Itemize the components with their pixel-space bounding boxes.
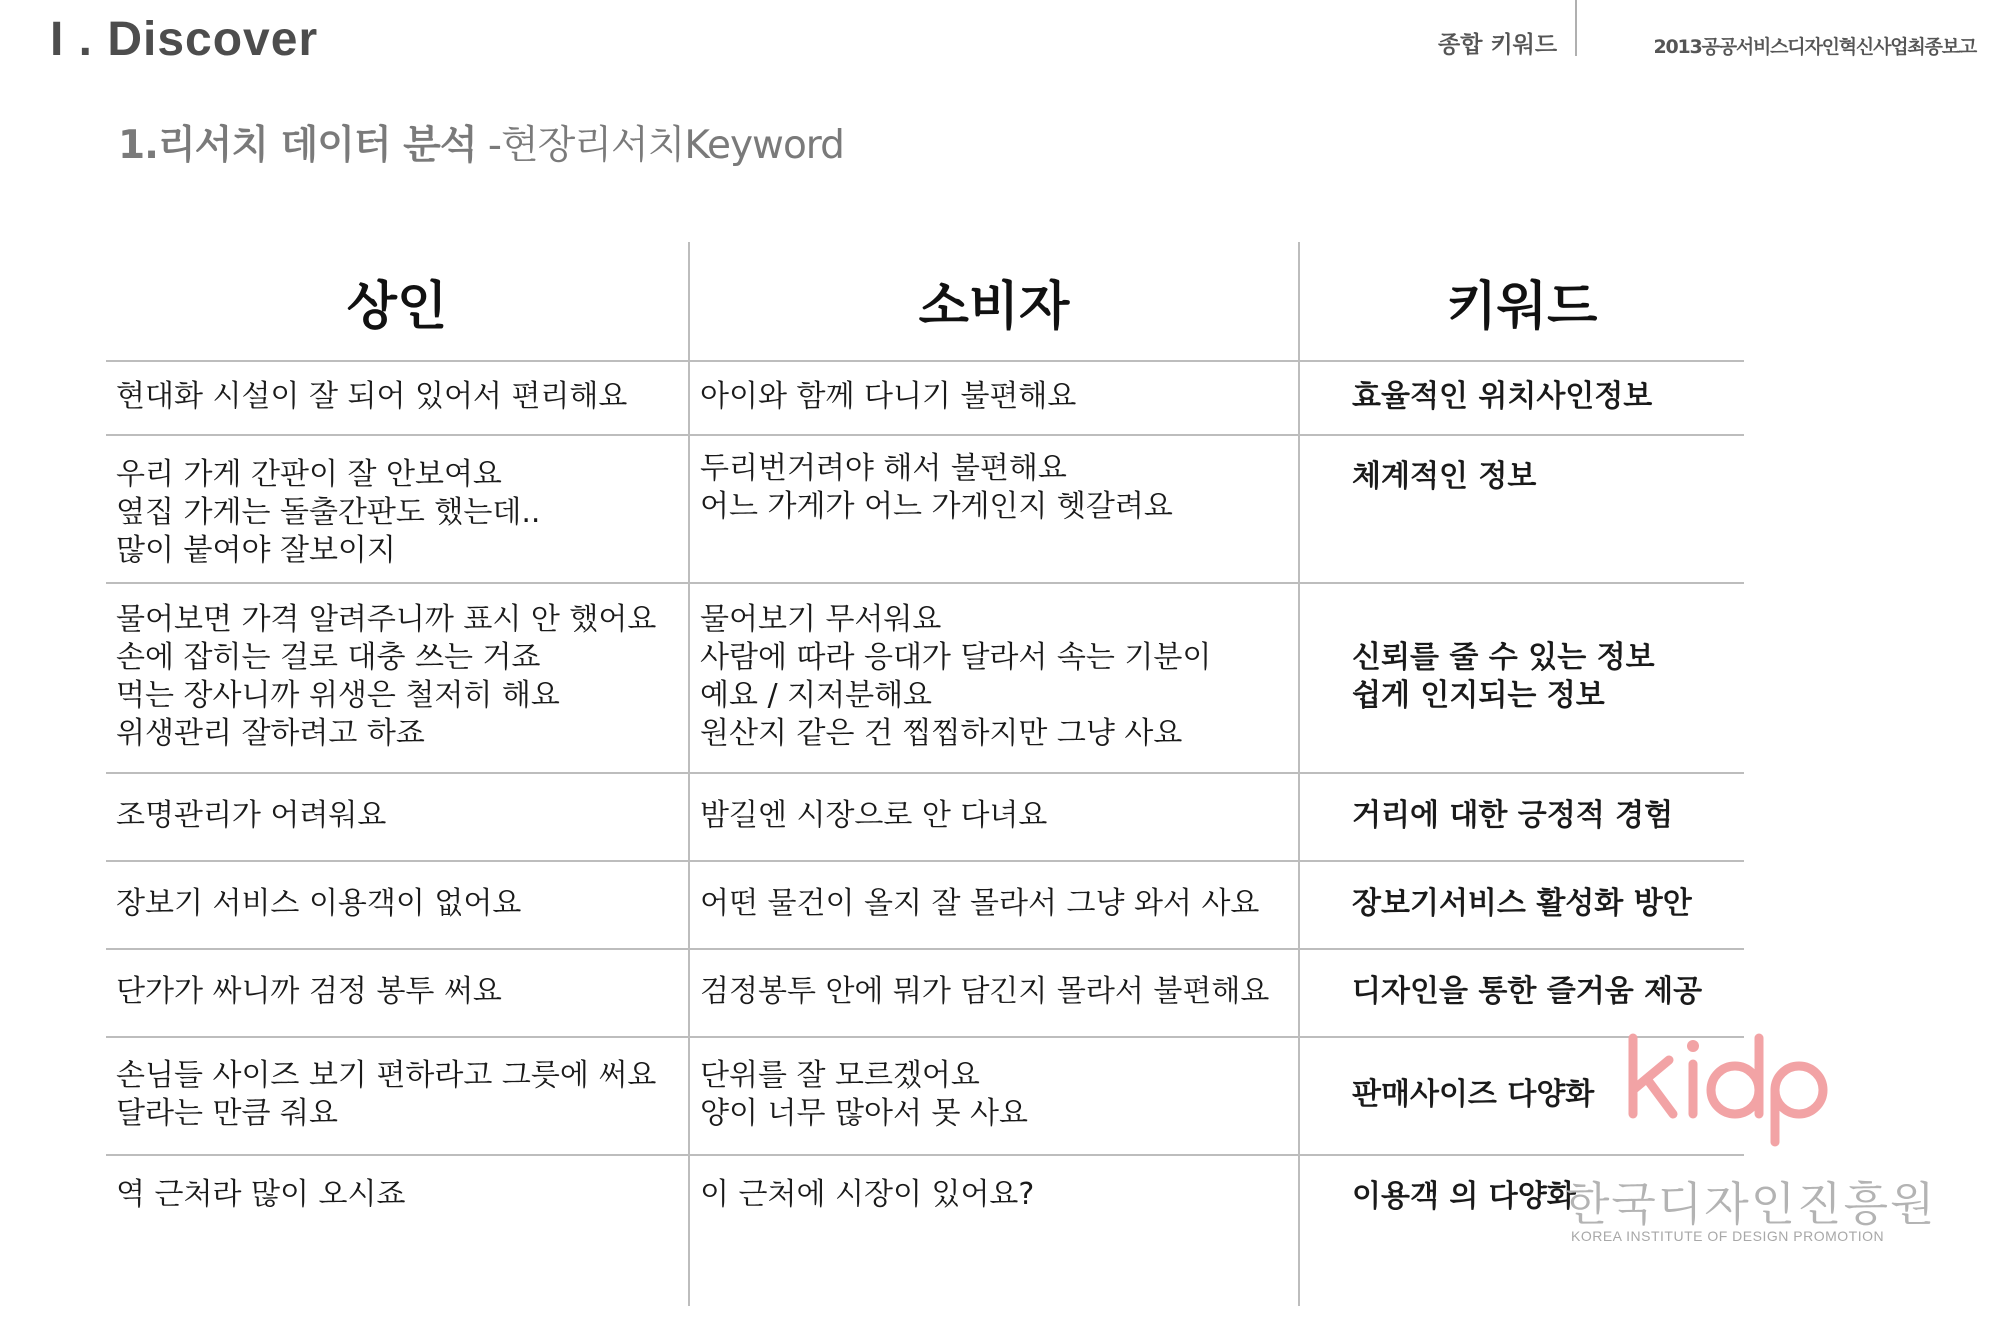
header-divider (1575, 0, 1577, 56)
keyword-cell: 디자인을 통한 즐거움 제공 (1299, 949, 1744, 1037)
section-title: I . Discover (50, 13, 319, 66)
kidp-logo-mark (1623, 1030, 1843, 1160)
merchant-cell: 우리 가게 간판이 잘 안보여요 옆집 가게는 돌출간판도 했는데.. 많이 붙여야 잘보이지 (106, 435, 689, 583)
consumer-cell: 물어보기 무서워요 사람에 따라 응대가 달라서 속는 기분이 예요 / 지저분해요 원산지 같은 건 찝찝하지만 그냥 사요 (689, 583, 1299, 773)
keyword-cell: 장보기서비스 활성화 방안 (1299, 861, 1744, 949)
merchant-cell: 손님들 사이즈 보기 편하라고 그릇에 써요 달라는 만큼 줘요 (106, 1037, 689, 1155)
keyword-cell: 거리에 대한 긍정적 경험 (1299, 773, 1744, 861)
table-row (106, 361, 1744, 435)
table-row (106, 583, 1744, 773)
keyword-table (106, 242, 1744, 1306)
table-header-row (106, 242, 1744, 361)
merchant-cell: 장보기 서비스 이용객이 없어요 (106, 861, 689, 949)
consumer-cell: 밤길엔 시장으로 안 다녀요 (689, 773, 1299, 861)
consumer-cell: 단위를 잘 모르겠어요 양이 너무 많아서 못 사요 (689, 1037, 1299, 1155)
keyword-cell: 신뢰를 줄 수 있는 정보 쉽게 인지되는 정보 (1299, 583, 1744, 773)
subtitle-main: 1.리서치 데이터 분석 (118, 123, 477, 168)
merchant-cell: 단가가 싸니까 검정 봉투 써요 (106, 949, 689, 1037)
table-row (106, 435, 1744, 583)
logo-org-name: 한국디자인진흥원 (1565, 1177, 1937, 1231)
kidp-logo (1565, 1030, 1937, 1250)
header-keyword: 키워드 (1299, 242, 1744, 361)
table-row (106, 1155, 1744, 1306)
header-merchant: 상인 (106, 242, 689, 361)
subtitle-rest: -현장리서치Keyword (476, 123, 844, 168)
keyword-cell: 판매사이즈 다양화 (1299, 1037, 1744, 1155)
report-title: 2013공공서비스디자인혁신사업최종보고 (1653, 36, 1976, 58)
consumer-cell: 이 근처에 시장이 있어요? (689, 1155, 1299, 1306)
table-row (106, 773, 1744, 861)
header-consumer: 소비자 (689, 242, 1299, 361)
logo-org-english: KOREA INSTITUTE OF DESIGN PROMOTION (1571, 1228, 1885, 1244)
merchant-cell: 현대화 시설이 잘 되어 있어서 편리해요 (106, 361, 689, 435)
table-row (106, 861, 1744, 949)
keyword-cell: 체계적인 정보 (1299, 435, 1744, 583)
merchant-cell: 역 근처라 많이 오시죠 (116, 1177, 406, 1212)
consumer-cell: 두리번거려야 해서 불편해요 어느 가게가 어느 가게인지 헷갈려요 (689, 435, 1299, 583)
merchant-cell: 물어보면 가격 알려주니까 표시 안 했어요 손에 잡히는 걸로 대충 쓰는 거죠 먹는 장사니까 위생은 철저히 해요 위생관리 잘하려고 하죠 (106, 583, 689, 773)
page-subtitle (118, 114, 844, 170)
consumer-cell: 검정봉투 안에 뭐가 담긴지 몰라서 불편해요 (689, 949, 1299, 1037)
merchant-cell: 조명관리가 어려워요 (106, 773, 689, 861)
keyword-cell: 효율적인 위치사인정보 (1299, 361, 1744, 435)
consumer-cell: 어떤 물건이 올지 잘 몰라서 그냥 와서 사요 (689, 861, 1299, 949)
header-keyword-label: 종합 키워드 (1438, 32, 1558, 58)
table-row (106, 949, 1744, 1037)
keyword-cell: 이용객 의 다양화 (1299, 1155, 1744, 1306)
table-row (106, 1037, 1744, 1155)
consumer-cell: 아이와 함께 다니기 불편해요 (689, 361, 1299, 435)
